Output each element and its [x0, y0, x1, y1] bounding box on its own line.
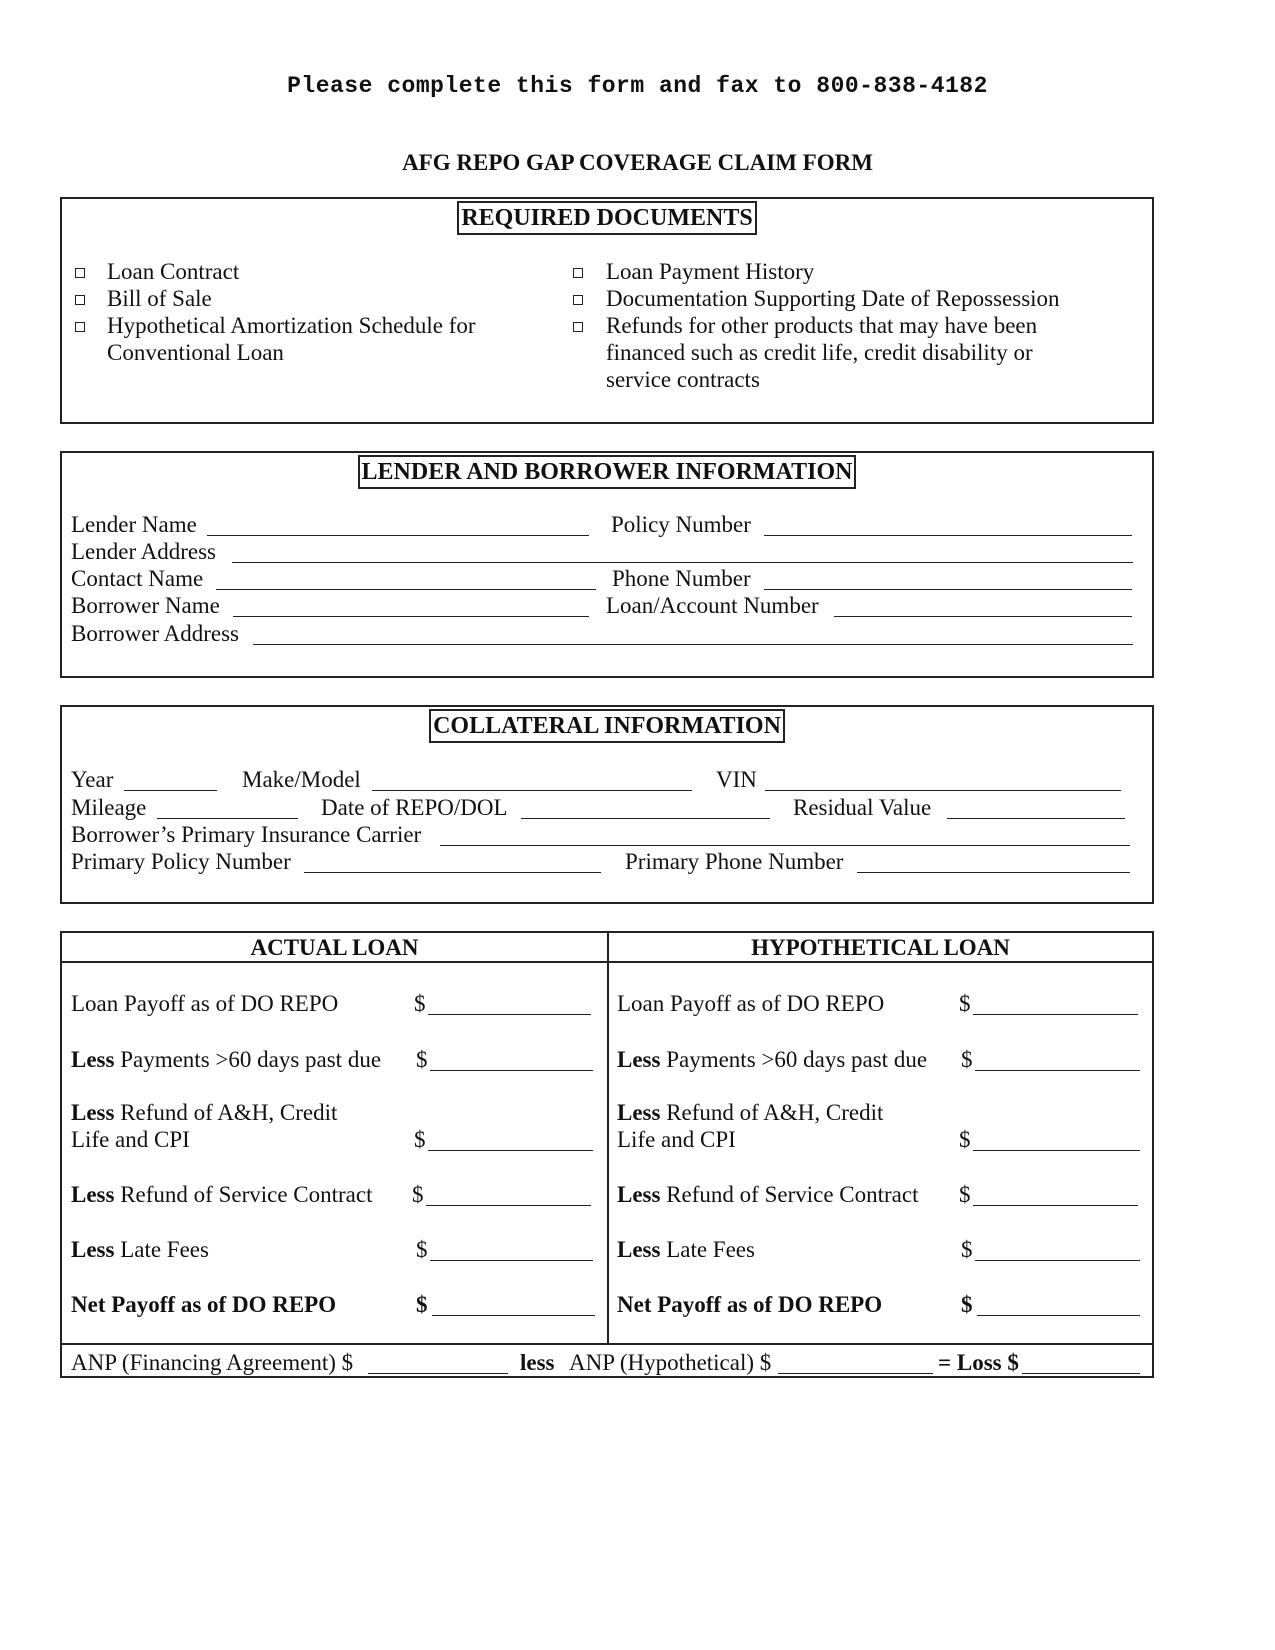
lender-address-label: Lender Address [71, 539, 216, 564]
primary-policy-field[interactable] [304, 872, 601, 873]
less-footer-label: less [520, 1350, 555, 1375]
required-documents-heading: REQUIRED DOCUMENTS [457, 201, 756, 235]
hypo-refund-service-dollar: $ [959, 1182, 971, 1207]
form-title: AFG REPO GAP COVERAGE CLAIM FORM [402, 150, 873, 175]
primary-phone-label: Primary Phone Number [625, 849, 844, 874]
hypothetical-loan-heading: HYPOTHETICAL LOAN [751, 935, 1010, 960]
less-label: Less [71, 1182, 115, 1207]
refund-ah-text: Refund of A&H, Credit [666, 1100, 884, 1125]
refund-service-text: Refund of Service Contract [120, 1182, 373, 1207]
collateral-section [60, 705, 1154, 904]
lender-borrower-section [60, 451, 1154, 678]
late-fees-text: Late Fees [666, 1237, 755, 1262]
loss-field[interactable] [1022, 1373, 1140, 1374]
required-documents-section [60, 197, 1154, 424]
policy-number-label: Policy Number [611, 512, 751, 537]
checkbox-loan-contract[interactable] [75, 268, 85, 278]
hypo-payoff-label: Loan Payoff as of DO REPO [617, 991, 885, 1016]
primary-policy-label: Primary Policy Number [71, 849, 291, 874]
doc-refunds-cont1: financed such as credit life, credit disability or [606, 340, 1033, 365]
actual-refund-ah-label [71, 1098, 337, 1127]
doc-amortization-schedule: Hypothetical Amortization Schedule for [107, 313, 476, 338]
hypo-refund-service-field[interactable] [973, 1205, 1138, 1206]
checkbox-refunds[interactable] [573, 322, 583, 332]
hypo-refund-ah-label [617, 1098, 883, 1127]
phone-number-label: Phone Number [612, 566, 751, 591]
date-repo-label: Date of REPO/DOL [321, 795, 508, 820]
payments-text: Payments >60 days past due [120, 1047, 382, 1072]
policy-number-field[interactable] [764, 535, 1132, 536]
less-label: Less [617, 1047, 661, 1072]
doc-amortization-schedule-cont: Conventional Loan [107, 340, 284, 365]
vin-field[interactable] [765, 790, 1121, 791]
late-fees-text: Late Fees [120, 1237, 209, 1262]
actual-refund-service-field[interactable] [426, 1205, 591, 1206]
less-label: Less [71, 1047, 115, 1072]
checkbox-amortization-schedule[interactable] [75, 322, 85, 332]
actual-payments-field[interactable] [430, 1070, 593, 1071]
hypo-late-fees-label [617, 1235, 755, 1264]
hypo-refund-ah-label-cont: Life and CPI [617, 1127, 736, 1152]
loan-comparison-table [60, 931, 1154, 1378]
hypo-payoff-field[interactable] [973, 1014, 1138, 1015]
mileage-label: Mileage [71, 795, 147, 820]
actual-refund-ah-label-cont: Life and CPI [71, 1127, 190, 1152]
checkbox-loan-payment-history[interactable] [573, 268, 583, 278]
checkbox-repossession-docs[interactable] [573, 295, 583, 305]
actual-net-payoff-field[interactable] [432, 1315, 595, 1316]
make-model-field[interactable] [372, 790, 692, 791]
less-label: Less [617, 1182, 661, 1207]
anp-financing-field[interactable] [368, 1373, 508, 1374]
payments-text: Payments >60 days past due [666, 1047, 928, 1072]
actual-late-fees-dollar: $ [416, 1237, 428, 1262]
actual-loan-heading: ACTUAL LOAN [250, 935, 419, 960]
mileage-field[interactable] [157, 818, 298, 819]
year-field[interactable] [124, 790, 217, 791]
insurance-carrier-label: Borrower’s Primary Insurance Carrier [71, 822, 422, 847]
hypo-payments-dollar: $ [961, 1047, 973, 1072]
loss-label: = Loss $ [938, 1350, 1019, 1375]
hypo-net-payoff-label: Net Payoff as of DO REPO [617, 1292, 883, 1317]
actual-payoff-label: Loan Payoff as of DO REPO [71, 991, 339, 1016]
less-label: Less [617, 1100, 661, 1125]
actual-payoff-dollar: $ [414, 991, 426, 1016]
actual-payments-label [71, 1045, 381, 1074]
hypo-payoff-dollar: $ [959, 991, 971, 1016]
fax-instructions: Please complete this form and fax to 800-838-4182 [287, 73, 988, 99]
hypo-net-payoff-dollar: $ [961, 1292, 973, 1317]
hypo-payments-label [617, 1045, 927, 1074]
lender-name-field[interactable] [207, 535, 589, 536]
hypo-late-fees-field[interactable] [975, 1260, 1140, 1261]
doc-loan-payment-history: Loan Payment History [606, 259, 815, 284]
year-label: Year [71, 767, 114, 792]
loan-account-number-label: Loan/Account Number [606, 593, 819, 618]
actual-net-payoff-label: Net Payoff as of DO REPO [71, 1292, 337, 1317]
contact-name-field[interactable] [216, 589, 596, 590]
actual-refund-service-label [71, 1180, 372, 1209]
insurance-carrier-field[interactable] [440, 845, 1130, 846]
actual-net-payoff-dollar: $ [416, 1292, 428, 1317]
column-divider [607, 933, 609, 1345]
footer-divider [62, 1343, 1152, 1345]
hypo-late-fees-dollar: $ [961, 1237, 973, 1262]
actual-payments-dollar: $ [416, 1047, 428, 1072]
borrower-address-label: Borrower Address [71, 621, 239, 646]
anp-hypothetical-field[interactable] [778, 1373, 933, 1374]
phone-number-field[interactable] [764, 589, 1132, 590]
date-repo-field[interactable] [521, 818, 770, 819]
borrower-name-label: Borrower Name [71, 593, 220, 618]
actual-late-fees-field[interactable] [430, 1260, 593, 1261]
contact-name-label: Contact Name [71, 566, 204, 591]
checkbox-bill-of-sale[interactable] [75, 295, 85, 305]
hypo-refund-ah-dollar: $ [959, 1127, 971, 1152]
make-model-label: Make/Model [242, 767, 361, 792]
doc-repossession-docs: Documentation Supporting Date of Repossession [606, 286, 1060, 311]
actual-refund-ah-field[interactable] [428, 1150, 593, 1151]
doc-bill-of-sale: Bill of Sale [107, 286, 212, 311]
lender-address-field[interactable] [232, 562, 1133, 563]
loan-account-number-field[interactable] [834, 616, 1132, 617]
lender-borrower-heading: LENDER AND BORROWER INFORMATION [358, 455, 857, 489]
less-label: Less [617, 1237, 661, 1262]
refund-ah-text: Refund of A&H, Credit [120, 1100, 338, 1125]
borrower-name-field[interactable] [233, 616, 589, 617]
actual-refund-service-dollar: $ [412, 1182, 424, 1207]
hypo-payments-field[interactable] [975, 1070, 1140, 1071]
actual-payoff-field[interactable] [428, 1014, 591, 1015]
anp-hypothetical-label: ANP (Hypothetical) $ [569, 1350, 772, 1375]
borrower-address-field[interactable] [253, 644, 1133, 645]
doc-refunds: Refunds for other products that may have been [606, 313, 1038, 338]
less-label: Less [71, 1100, 115, 1125]
actual-late-fees-label [71, 1235, 209, 1264]
refund-service-text: Refund of Service Contract [666, 1182, 919, 1207]
hypo-net-payoff-field[interactable] [977, 1315, 1140, 1316]
anp-financing-label: ANP (Financing Agreement) $ [71, 1350, 354, 1375]
residual-value-field[interactable] [947, 818, 1125, 819]
doc-loan-contract: Loan Contract [107, 259, 240, 284]
doc-refunds-cont2: service contracts [606, 367, 760, 392]
lender-name-label: Lender Name [71, 512, 197, 537]
collateral-heading: COLLATERAL INFORMATION [429, 709, 785, 743]
less-label: Less [71, 1237, 115, 1262]
residual-value-label: Residual Value [793, 795, 932, 820]
vin-label: VIN [716, 767, 757, 792]
actual-refund-ah-dollar: $ [414, 1127, 426, 1152]
primary-phone-field[interactable] [857, 872, 1130, 873]
hypo-refund-ah-field[interactable] [973, 1150, 1140, 1151]
hypo-refund-service-label [617, 1180, 918, 1209]
